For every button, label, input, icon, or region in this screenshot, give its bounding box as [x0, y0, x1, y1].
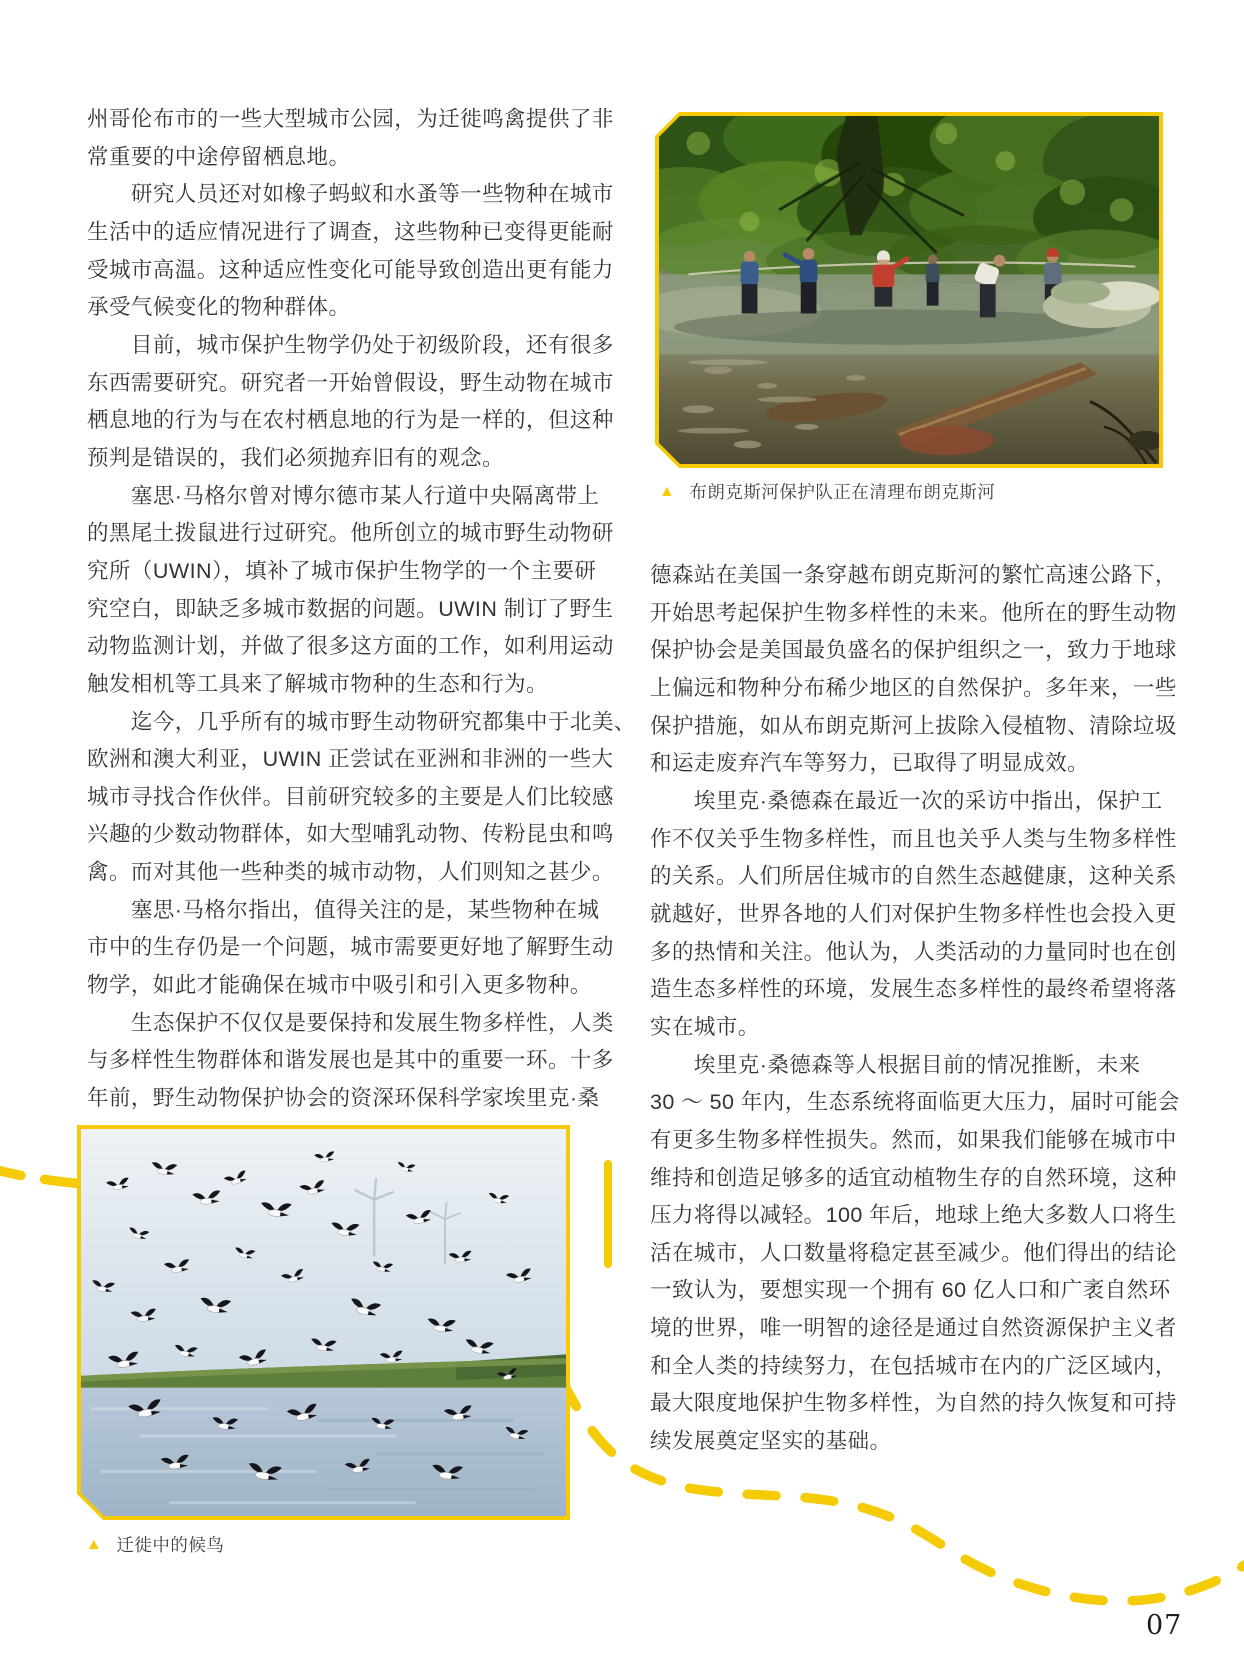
text-line: 与多样性生物群体和谐发展也是其中的重要一环。十多: [87, 1048, 614, 1073]
text-line: 和全人类的持续努力，在包括城市在内的广泛区域内，: [650, 1353, 1177, 1378]
text-line: 迄今，几乎所有的城市野生动物研究都集中于北美、: [87, 709, 636, 734]
right-column-text: [650, 557, 1180, 1461]
text-line: 年前，野生动物保护协会的资深环保科学家埃里克·桑: [87, 1086, 600, 1111]
text-line: 德森站在美国一条穿越布朗克斯河的繁忙高速公路下，: [650, 563, 1177, 587]
text-line: 究所（UWIN），填补了城市保护生物学的一个主要研: [87, 558, 597, 583]
text-line: 埃里克·桑德森在最近一次的采访中指出，保护工: [650, 788, 1163, 813]
text-line: 开始思考起保护生物多样性的未来。他所在的野生动物: [650, 600, 1177, 625]
text-line: 境的世界，唯一明智的途径是通过自然资源保护主义者: [650, 1316, 1177, 1341]
dash-gutter-vertical: [604, 1160, 612, 1268]
text-line: 多的热情和关注。他认为，人类活动的力量同时也在创: [650, 939, 1177, 964]
text-line: 城市寻找合作伙伴。目前研究较多的主要是人们比较感: [87, 784, 614, 809]
text-line: 续发展奠定坚实的基础。: [650, 1429, 892, 1454]
text-line: 生活中的适应情况进行了调查，这些物种已变得更能耐: [87, 219, 614, 244]
text-line: 栖息地的行为与在农村栖息地的行为是一样的，但这种: [87, 408, 614, 433]
text-line: 压力将得以减轻。100 年后，地球上绝大多数人口将生: [650, 1203, 1177, 1228]
text-line: 实在城市。: [650, 1014, 760, 1039]
text-line: 预判是错误的，我们必须抛弃旧有的观念。: [87, 445, 505, 470]
caption-triangle-icon: ▲: [86, 1535, 103, 1553]
text-line: 作不仅关乎生物多样性，而且也关乎人类与生物多样性: [650, 826, 1177, 851]
text-line: 的黑尾土拨鼠进行过研究。他所创立的城市野生动物研: [87, 521, 614, 546]
text-line: 30 ～ 50 年内，生态系统将面临更大压力，届时可能会: [650, 1090, 1180, 1115]
text-line: 塞思·马格尔曾对博尔德市某人行道中央隔离带上: [87, 483, 600, 508]
photo-river-cleanup: [655, 112, 1163, 468]
text-line: 物学，如此才能确保在城市中吸引和引入更多物种。: [87, 973, 592, 998]
photo-caption-river: [659, 479, 995, 504]
photo-caption-birds: [86, 1532, 224, 1557]
text-line: 最大限度地保护生物多样性，为自然的持久恢复和可持: [650, 1391, 1177, 1416]
text-line: 维持和创造足够多的适宜动植物生存的自然环境，这种: [650, 1165, 1177, 1190]
text-line: 塞思·马格尔指出，值得关注的是，某些物种在城: [87, 897, 600, 922]
page-number: 07: [1146, 1610, 1183, 1641]
text-line: 的关系。人们所居住城市的自然生态越健康，这种关系: [650, 864, 1177, 889]
text-line: 保护措施，如从布朗克斯河上拔除入侵植物、清除垃圾: [650, 713, 1177, 738]
text-line: 州哥伦布市的一些大型城市公园，为迁徙鸣禽提供了非: [87, 107, 614, 131]
text-line: 就越好，世界各地的人们对保护生物多样性也会投入更: [650, 901, 1177, 926]
text-line: 东西需要研究。研究者一开始曾假设，野生动物在城市: [87, 370, 614, 395]
caption-text-river: 布朗克斯河保护队正在清理布朗克斯河: [689, 482, 996, 502]
foliage: [659, 116, 1159, 292]
text-line: 造生态多样性的环境，发展生态多样性的最终希望将落: [650, 977, 1177, 1002]
text-line: 常重要的中途停留栖息地。: [87, 144, 351, 169]
caption-text-birds: 迁徙中的候鸟: [116, 1535, 225, 1555]
caption-triangle-icon: ▲: [659, 482, 676, 500]
migrating-birds-illustration: [81, 1129, 566, 1516]
text-line: 和运走废弃汽车等努力，已取得了明显成效。: [650, 751, 1090, 776]
text-line: 禽。而对其他一些种类的城市动物，人们则知之甚少。: [87, 860, 614, 885]
text-line: 有更多生物多样性损失。然而，如果我们能够在城市中: [650, 1127, 1177, 1152]
text-line: 兴趣的少数动物群体，如大型哺乳动物、传粉昆虫和鸣: [87, 822, 614, 847]
text-line: 保护协会是美国最负盛名的保护组织之一，致力于地球: [650, 638, 1177, 663]
text-line: 目前，城市保护生物学仍处于初级阶段，还有很多: [87, 332, 614, 357]
text-line: 生态保护不仅仅是要保持和发展生物多样性，人类: [87, 1010, 614, 1035]
text-line: 受城市高温。这种适应性变化可能导致创造出更有能力: [87, 257, 614, 282]
text-line: 埃里克·桑德森等人根据目前的情况推断，未来: [650, 1052, 1141, 1077]
text-line: 欧洲和澳大利亚，UWIN 正尝试在亚洲和非洲的一些大: [87, 747, 614, 772]
text-line: 市中的生存仍是一个问题，城市需要更好地了解野生动: [87, 935, 614, 960]
left-column-text: [87, 101, 636, 1118]
text-line: 一致认为，要想实现一个拥有 60 亿人口和广袤自然环: [650, 1278, 1171, 1303]
text-line: 触发相机等工具来了解城市物种的生态和行为。: [87, 671, 548, 696]
text-line: 研究人员还对如橡子蚂蚁和水蚤等一些物种在城市: [87, 182, 614, 207]
text-line: 动物监测计划，并做了很多这方面的工作，如利用运动: [87, 634, 614, 659]
photo-migrating-birds: [77, 1125, 570, 1520]
text-line: 承受气候变化的物种群体。: [87, 295, 351, 320]
river-cleanup-illustration: [659, 116, 1159, 464]
text-line: 上偏远和物种分布稀少地区的自然保护。多年来，一些: [650, 675, 1177, 700]
text-line: 究空白，即缺乏多城市数据的问题。UWIN 制订了野生: [87, 596, 614, 621]
text-line: 活在城市，人口数量将稳定甚至减少。他们得出的结论: [650, 1240, 1177, 1265]
